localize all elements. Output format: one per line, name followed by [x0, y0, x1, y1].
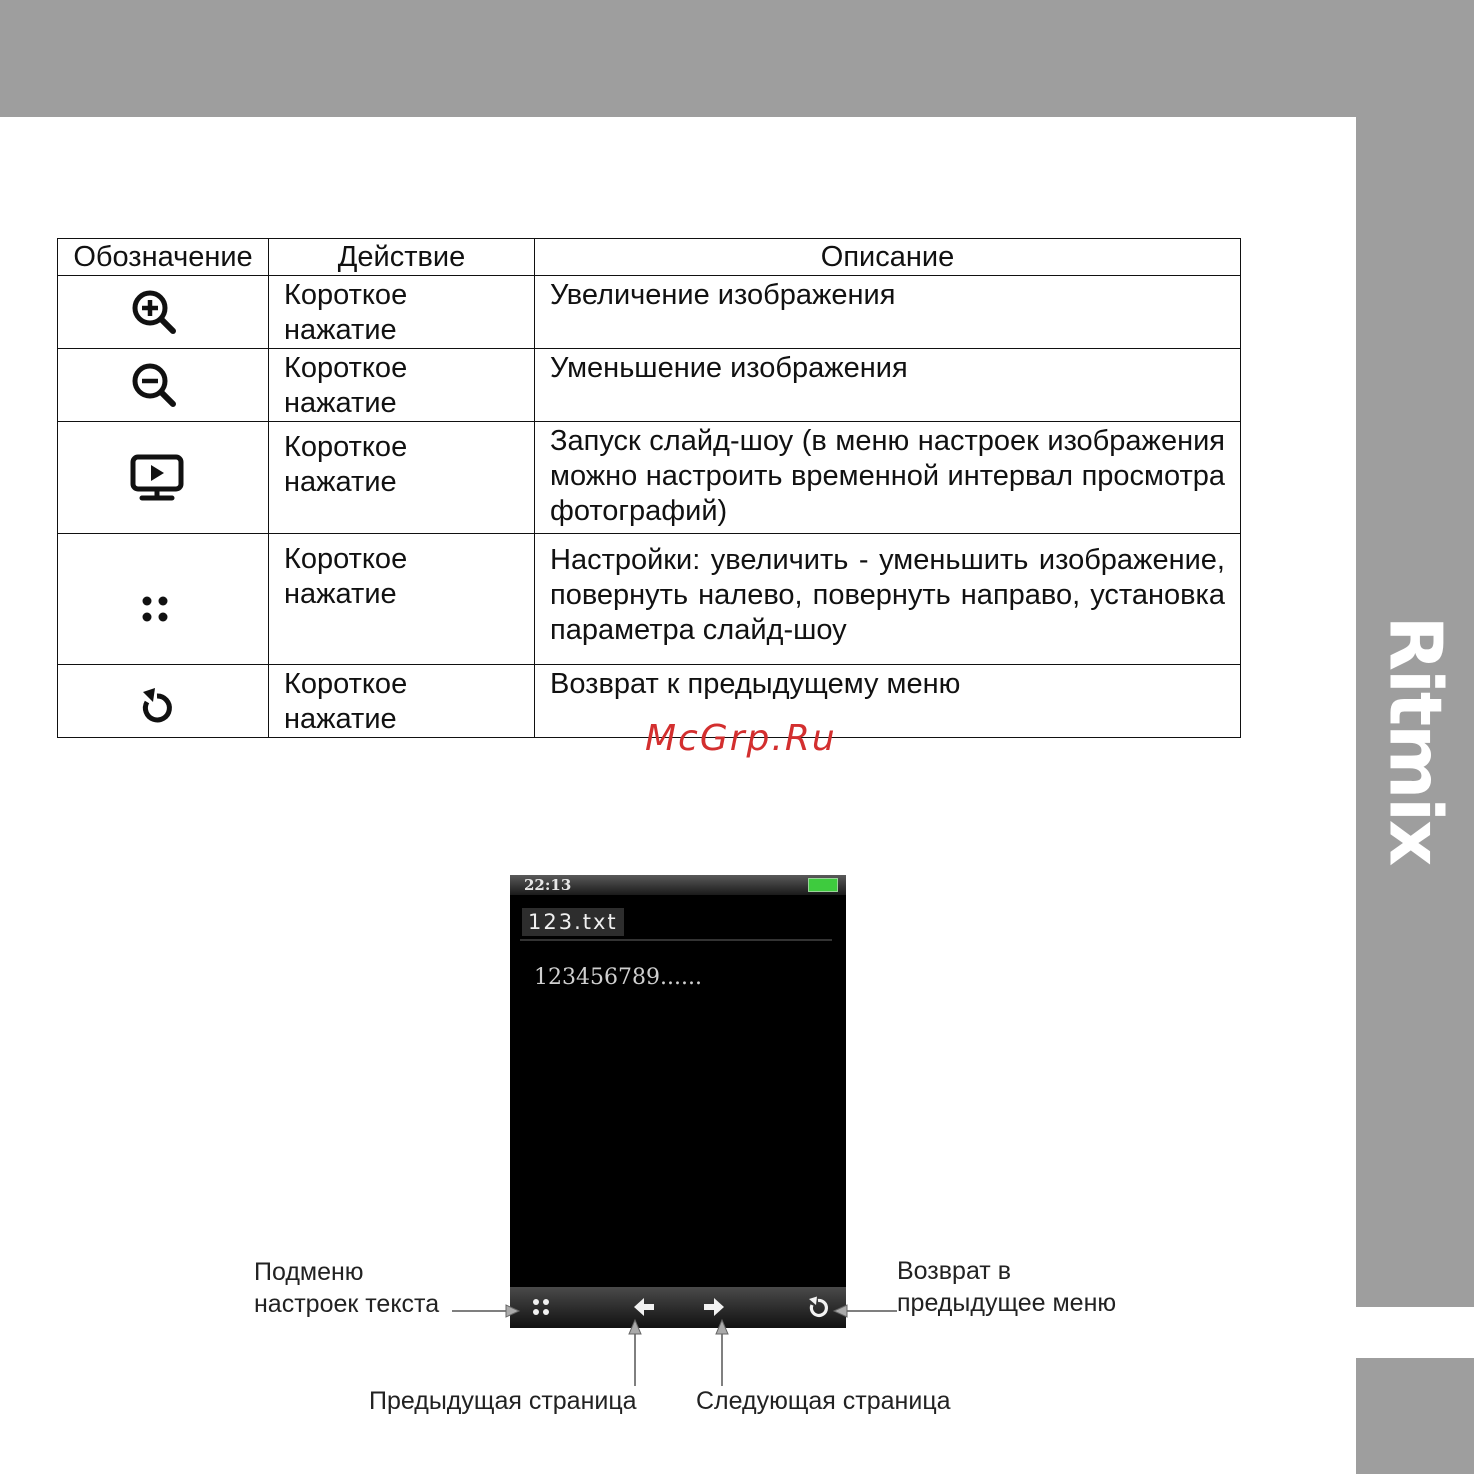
status-time: 22:13 — [524, 876, 572, 894]
header-action: Действие — [269, 239, 535, 276]
arrow-left-icon[interactable] — [632, 1295, 656, 1319]
action-cell: Короткое нажатие — [269, 665, 535, 738]
table-header-row — [58, 239, 1241, 276]
action-cell: Короткое нажатие — [269, 422, 535, 534]
table-row — [58, 276, 1241, 349]
side-band-bottom — [1356, 1358, 1474, 1474]
description-cell: Настройки: увеличить - уменьшить изображение, повернуть налево, повернуть направо, установка параметра слайд-шоу — [535, 534, 1241, 665]
slideshow-icon — [130, 454, 184, 502]
menu-dots-icon — [137, 591, 173, 627]
title-divider — [520, 939, 832, 941]
bottom-toolbar — [510, 1287, 846, 1328]
callout-submenu: Подменю настроек текста — [254, 1258, 440, 1318]
zoom-out-icon — [129, 360, 179, 410]
arrow-right-icon[interactable] — [702, 1295, 726, 1319]
description-cell: Уменьшение изображения — [535, 349, 1241, 422]
status-bar — [510, 875, 846, 895]
back-icon[interactable] — [806, 1295, 830, 1319]
operations-table — [57, 238, 1241, 738]
menu-dots-icon[interactable] — [529, 1295, 553, 1319]
table-row — [58, 422, 1241, 534]
callout-prev-page: Предыдущая страница — [369, 1387, 637, 1415]
action-cell: Короткое нажатие — [269, 349, 535, 422]
table-row — [58, 349, 1241, 422]
file-content: 123456789...... — [534, 965, 702, 990]
header-symbol: Обозначение — [58, 239, 269, 276]
file-title: 123.txt — [522, 908, 624, 936]
callout-back: Возврат в предыдущее меню — [897, 1257, 1117, 1317]
battery-icon — [808, 878, 838, 892]
brand-logo: Ritmix — [1373, 615, 1457, 865]
top-band — [0, 0, 1474, 117]
back-icon — [137, 686, 177, 726]
action-cell: Короткое нажатие — [269, 276, 535, 349]
table-row — [58, 534, 1241, 665]
description-cell: Запуск слайд-шоу (в меню настроек изображения можно настроить временной интервал просмотра фотографий) — [535, 422, 1241, 534]
callout-next-page: Следующая страница — [696, 1387, 951, 1415]
description-cell: Увеличение изображения — [535, 276, 1241, 349]
zoom-in-icon — [129, 287, 179, 337]
description-cell: Возврат к предыдущему меню — [535, 665, 1241, 738]
device-screen — [510, 875, 846, 1328]
action-cell: Короткое нажатие — [269, 534, 535, 665]
header-description: Описание — [535, 239, 1241, 276]
watermark: McGrp.Ru — [645, 718, 837, 759]
